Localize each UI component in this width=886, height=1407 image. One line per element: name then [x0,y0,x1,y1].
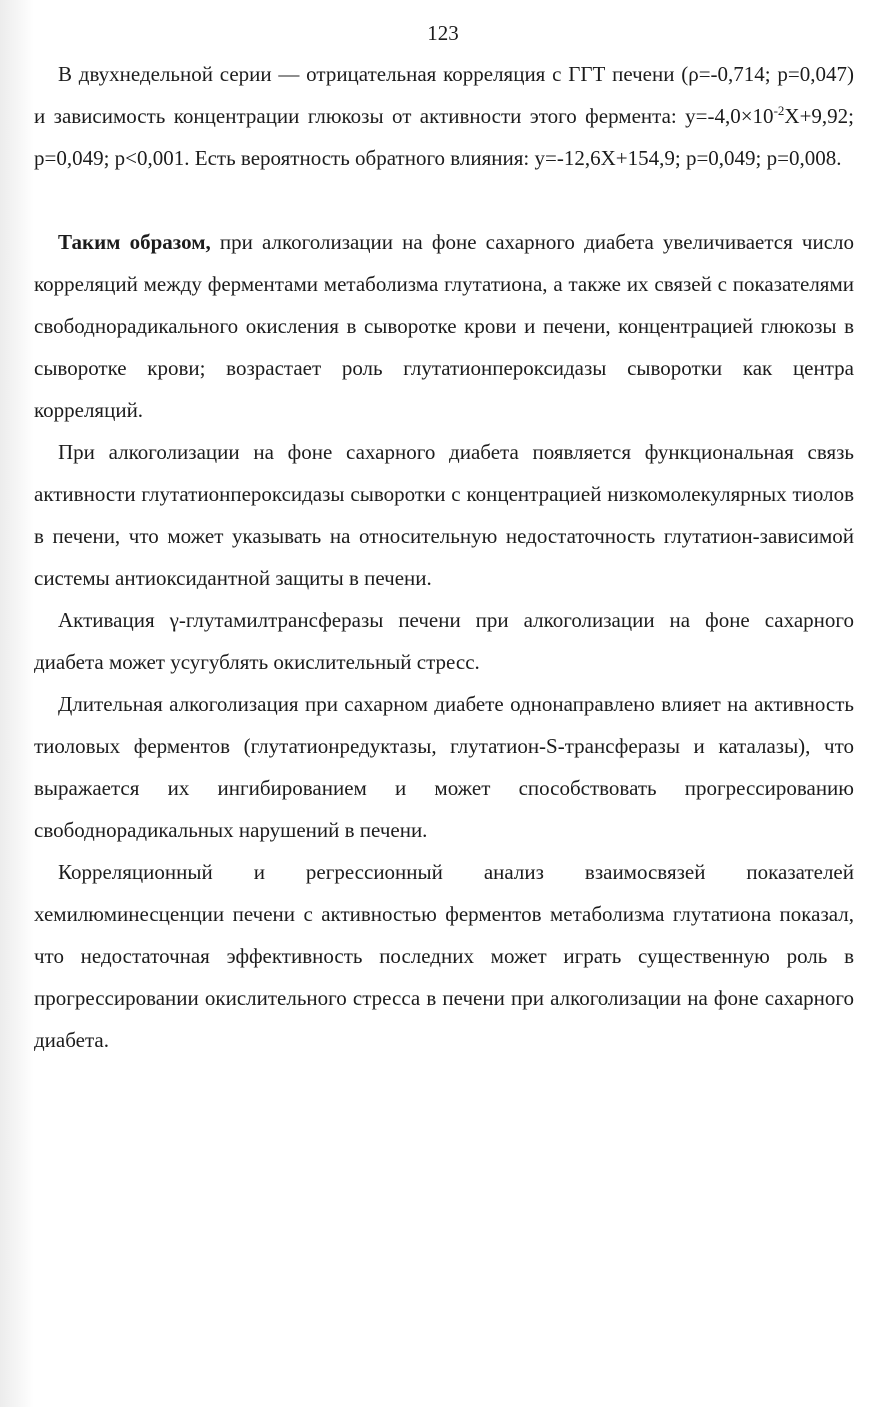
paragraph-text: В двухнедельной серии — отрицательная корреляция с ГГТ печени (ρ=-0,714; p=0,047) и зависимость концентрации глюкозы от активности этого фермента: y=-4,0×10 [34,62,854,128]
paragraph-text: X+9,92; p=0,049; p<0,001. Есть вероятность обратного влияния: y=-12,6X+154,9; p=0,049; p=0,008. [34,104,854,170]
paragraph-thiol-enzymes: Длительная алкоголизация при сахарном диабете однонаправлено влияет на активность тиоловых ферментов (глутатионредуктазы, глутатион-S-трансферазы и каталазы), что выражается их ингибированием и может способствовать прогрессированию свободнорадикальных нарушений в печени. [34,692,854,842]
exponent: -2 [773,103,785,118]
paragraph-correlation-analysis: Корреляционный и регрессионный анализ взаимосвязей показателей хемилюминесценции печени с активностью ферментов метаболизма глутатиона показал, что недостаточная эффективность последних может играть существенную роль в прогрессировании окислительного стресса в печени при алкоголизации на фоне сахарного диабета. [34,860,854,1052]
paragraph-functional-link: При алкоголизации на фоне сахарного диабета появляется функциональная связь активности глутатионпероксидазы сыворотки с концентрацией низкомолекулярных тиолов в печени, что может указывать на относительную недостаточность глутатион-зависимой системы антиоксидантной защиты в печени. [34,440,854,590]
text-body [34,53,854,1061]
paragraph-conclusion [34,221,854,431]
paragraph-two-week-series [34,53,854,179]
page-number: 123 [427,21,459,45]
paragraph-spacer [34,179,854,221]
paragraph-ggt-activation: Активация γ-глутамилтрансферазы печени при алкоголизации на фоне сахарного диабета может усугублять окислительный стресс. [34,608,854,674]
paragraph-text: при алкоголизации на фоне сахарного диабета увеличивается число корреляций между ферментами метаболизма глутатиона, а также их связей с показателями свободнорадикального окисления в сыворотке крови и печени, концентрацией глюкозы в сыворотке крови; возрастает роль глутатионпероксидазы сыворотки как центра корреляций. [34,230,854,422]
conclusion-lead: Таким образом, [58,230,211,254]
scan-shadow-edge [0,0,34,1407]
